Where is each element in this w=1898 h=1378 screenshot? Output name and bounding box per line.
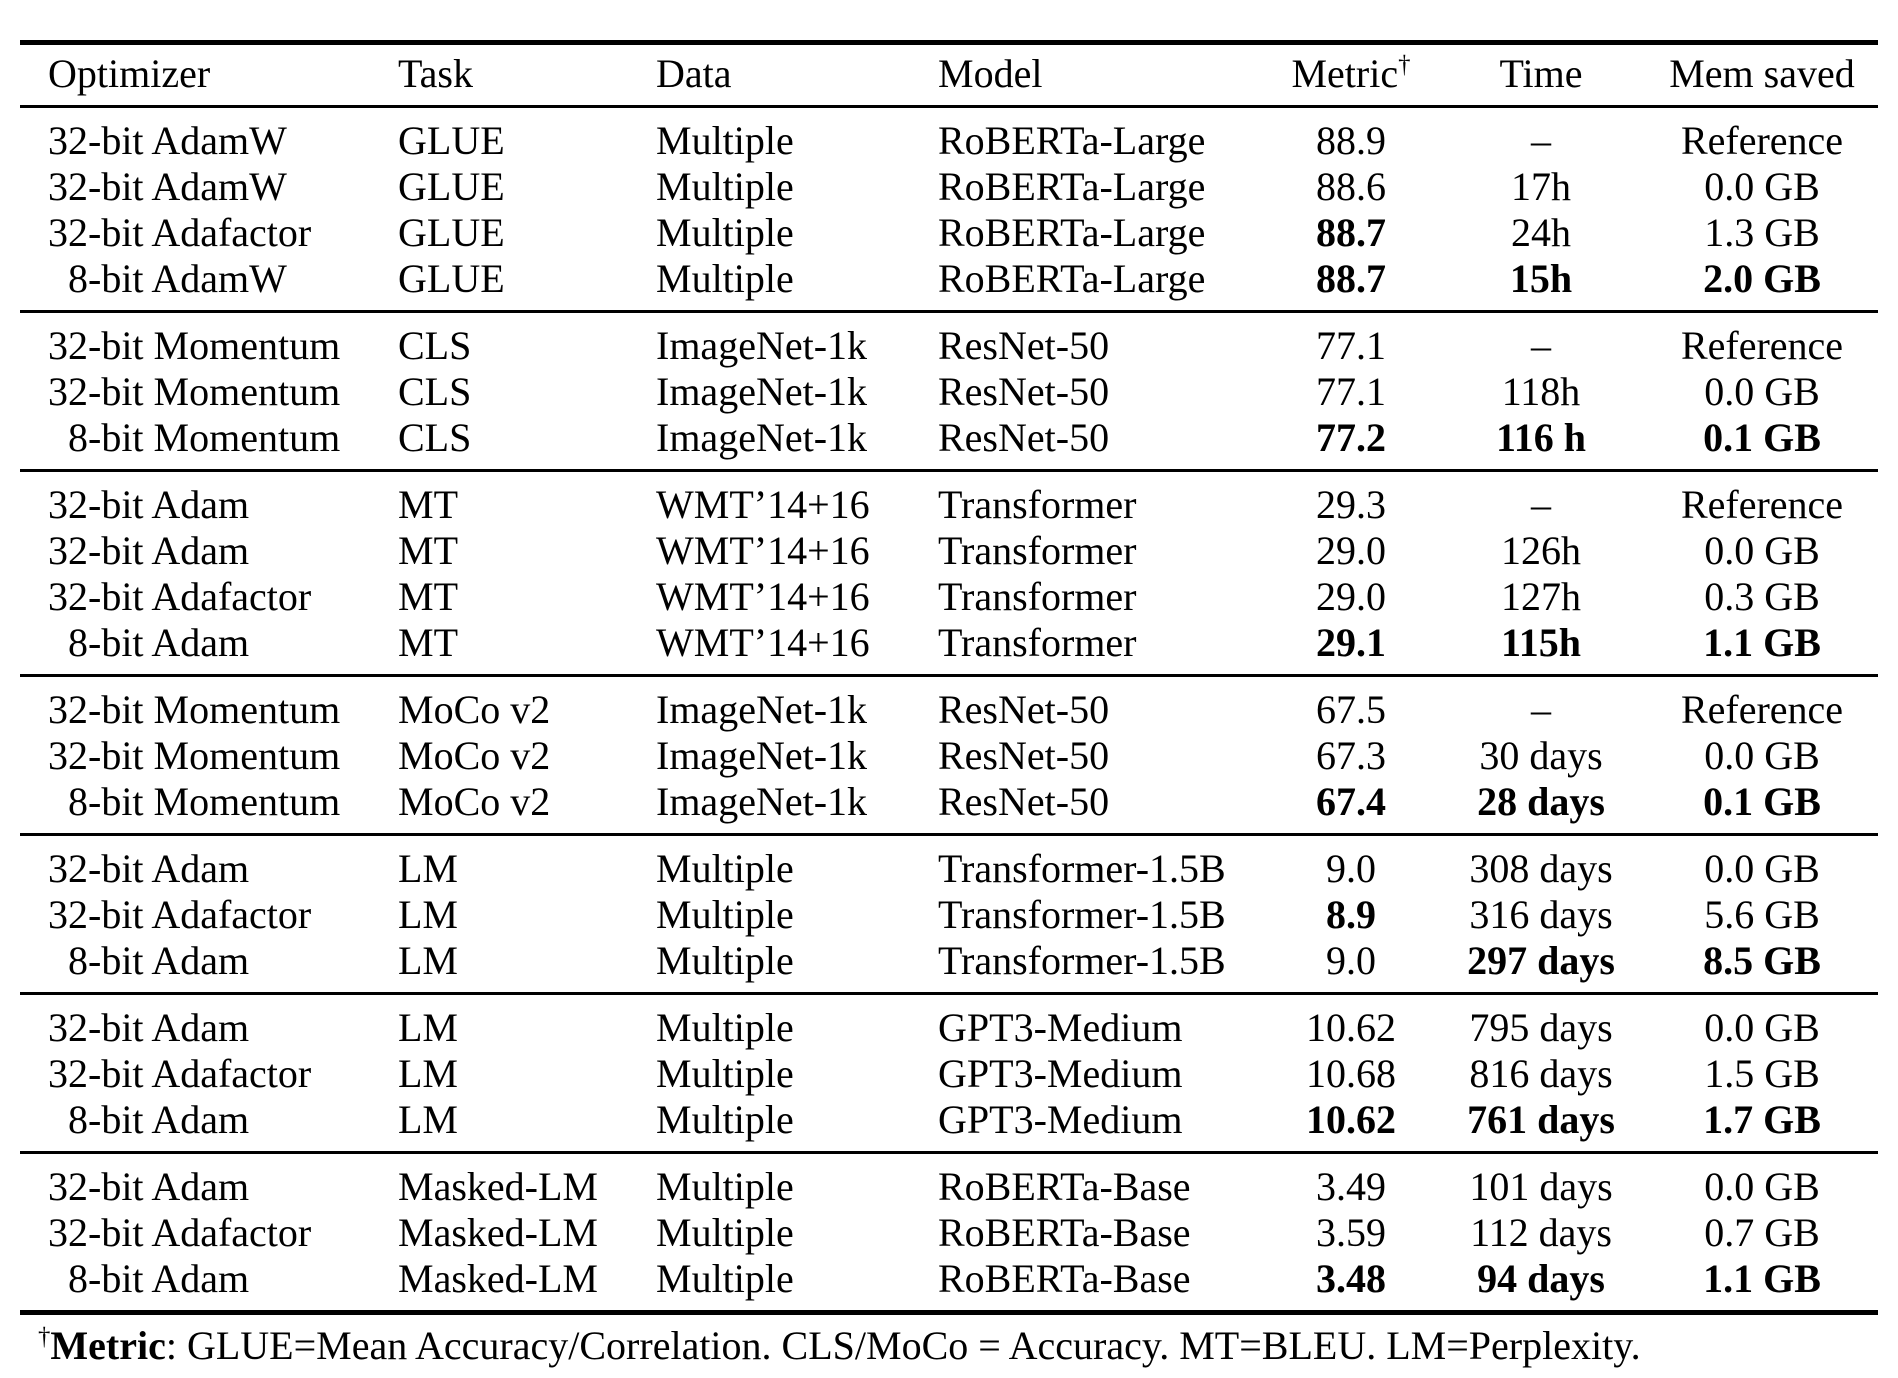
cell-metric: 3.49	[1316, 1164, 1386, 1209]
cell-optimizer: 32-bit Momentum	[48, 687, 341, 732]
cell-metric: 77.1	[1316, 369, 1386, 414]
cell-task: MT	[398, 482, 458, 527]
cell-mem-saved: 0.0 GB	[1704, 846, 1820, 891]
cell-data: ImageNet-1k	[656, 369, 868, 414]
cell-metric: 67.4	[1316, 779, 1386, 824]
header-row	[20, 43, 1878, 107]
cell-task: Masked-LM	[398, 1210, 598, 1255]
table-row	[20, 312, 1878, 370]
cell-metric: 29.1	[1316, 620, 1386, 665]
cell-time: 28 days	[1477, 779, 1605, 824]
cell-time: –	[1531, 687, 1551, 732]
cell-time: 94 days	[1477, 1256, 1605, 1301]
table-group	[20, 994, 1878, 1153]
footnote-text: : GLUE=Mean Accuracy/Correlation. CLS/MoCo = Accuracy. MT=BLEU. LM=Perplexity.	[165, 1323, 1641, 1368]
cell-model: Transformer	[938, 528, 1137, 573]
cell-optimizer: 32-bit Adafactor	[48, 574, 312, 619]
cell-task: LM	[398, 846, 458, 891]
cell-model: RoBERTa-Large	[938, 164, 1206, 209]
table-row	[20, 938, 1878, 994]
cell-data: Multiple	[656, 846, 794, 891]
cell-data: Multiple	[656, 1256, 794, 1301]
cell-time: 112 days	[1470, 1210, 1612, 1255]
cell-optimizer: 32-bit Adam	[48, 528, 250, 573]
cell-task: GLUE	[398, 164, 505, 209]
cell-data: Multiple	[656, 1005, 794, 1050]
cell-mem-saved: 0.0 GB	[1704, 528, 1820, 573]
cell-optimizer: 32-bit Adafactor	[48, 210, 312, 255]
table-row	[20, 369, 1878, 415]
cell-data: Multiple	[656, 1051, 794, 1096]
table-row	[20, 415, 1878, 471]
cell-optimizer: 32-bit AdamW	[48, 118, 287, 163]
cell-task: CLS	[398, 323, 472, 368]
cell-model: ResNet-50	[938, 733, 1110, 778]
cell-task: Masked-LM	[398, 1164, 598, 1209]
table-row	[20, 1210, 1878, 1256]
cell-time: –	[1531, 323, 1551, 368]
column-header-time: Time	[1436, 43, 1646, 107]
table-row	[20, 892, 1878, 938]
cell-model: Transformer-1.5B	[938, 892, 1226, 937]
cell-time: 24h	[1511, 210, 1571, 255]
cell-model: RoBERTa-Base	[938, 1210, 1191, 1255]
cell-task: Masked-LM	[398, 1256, 598, 1301]
cell-metric: 29.0	[1316, 574, 1386, 619]
cell-model: Transformer	[938, 620, 1137, 665]
cell-time: 761 days	[1467, 1097, 1615, 1142]
cell-data: Multiple	[656, 164, 794, 209]
cell-task: MoCo v2	[398, 779, 551, 824]
table-row	[20, 256, 1878, 312]
table-row	[20, 620, 1878, 676]
table-row	[20, 1153, 1878, 1211]
cell-task: MoCo v2	[398, 733, 551, 778]
cell-model: ResNet-50	[938, 323, 1110, 368]
cell-model: RoBERTa-Base	[938, 1256, 1191, 1301]
cell-optimizer: 8-bit Adam	[68, 1256, 250, 1301]
table-row	[20, 1256, 1878, 1313]
dagger-superscript: †	[1398, 51, 1411, 79]
column-header-model: Model	[910, 43, 1266, 107]
table-group	[20, 107, 1878, 312]
cell-data: Multiple	[656, 1164, 794, 1209]
cell-optimizer: 32-bit Adam	[48, 482, 250, 527]
cell-time: –	[1531, 118, 1551, 163]
cell-task: MoCo v2	[398, 687, 551, 732]
cell-data: ImageNet-1k	[656, 415, 868, 460]
cell-time: 118h	[1501, 369, 1581, 414]
cell-mem-saved: Reference	[1680, 482, 1844, 527]
cell-data: ImageNet-1k	[656, 323, 868, 368]
cell-optimizer: 32-bit AdamW	[48, 164, 287, 209]
cell-task: LM	[398, 1005, 458, 1050]
cell-optimizer: 8-bit Momentum	[68, 415, 341, 460]
cell-optimizer: 32-bit Adafactor	[48, 1210, 312, 1255]
cell-data: WMT’14+16	[656, 574, 870, 619]
column-header-data: Data	[628, 43, 910, 107]
cell-model: GPT3-Medium	[938, 1005, 1183, 1050]
cell-time: –	[1531, 482, 1551, 527]
table-row	[20, 210, 1878, 256]
table-row	[20, 676, 1878, 734]
footnote-label: Metric	[50, 1323, 166, 1368]
table-row	[20, 1097, 1878, 1153]
cell-time: 115h	[1500, 620, 1582, 665]
cell-mem-saved: Reference	[1680, 323, 1844, 368]
cell-task: MT	[398, 620, 458, 665]
cell-metric: 9.0	[1326, 846, 1376, 891]
cell-mem-saved: 0.1 GB	[1703, 415, 1821, 460]
cell-optimizer: 8-bit AdamW	[68, 256, 287, 301]
table-row	[20, 835, 1878, 893]
cell-data: Multiple	[656, 256, 794, 301]
cell-metric: 77.2	[1316, 415, 1386, 460]
cell-metric: 10.62	[1306, 1005, 1396, 1050]
cell-task: LM	[398, 1097, 458, 1142]
cell-time: 127h	[1501, 574, 1581, 619]
cell-mem-saved: 5.6 GB	[1704, 892, 1820, 937]
cell-metric: 67.3	[1316, 733, 1386, 778]
cell-model: Transformer-1.5B	[938, 846, 1226, 891]
footnote-dagger-icon: †	[38, 1323, 51, 1351]
table-footnote	[38, 1323, 1878, 1369]
cell-metric: 3.48	[1316, 1256, 1386, 1301]
cell-metric: 8.9	[1326, 892, 1376, 937]
cell-time: 30 days	[1479, 733, 1603, 778]
table-group	[20, 835, 1878, 994]
cell-time: 126h	[1501, 528, 1581, 573]
cell-data: ImageNet-1k	[656, 687, 868, 732]
cell-task: GLUE	[398, 118, 505, 163]
table-row	[20, 733, 1878, 779]
cell-mem-saved: 8.5 GB	[1703, 938, 1821, 983]
cell-model: ResNet-50	[938, 415, 1110, 460]
cell-optimizer: 32-bit Adam	[48, 846, 250, 891]
cell-time: 116 h	[1495, 415, 1587, 460]
cell-optimizer: 32-bit Adafactor	[48, 1051, 312, 1096]
table-group	[20, 471, 1878, 676]
cell-metric: 67.5	[1316, 687, 1386, 732]
cell-model: RoBERTa-Large	[938, 210, 1206, 255]
cell-mem-saved: 1.1 GB	[1703, 1256, 1821, 1301]
table-group	[20, 312, 1878, 471]
cell-metric: 88.9	[1316, 118, 1386, 163]
cell-model: ResNet-50	[938, 369, 1110, 414]
cell-metric: 3.59	[1316, 1210, 1386, 1255]
cell-metric: 9.0	[1326, 938, 1376, 983]
cell-task: MT	[398, 528, 458, 573]
cell-data: Multiple	[656, 1210, 794, 1255]
cell-optimizer: 32-bit Adafactor	[48, 892, 312, 937]
cell-data: WMT’14+16	[656, 528, 870, 573]
cell-model: ResNet-50	[938, 779, 1110, 824]
cell-optimizer: 8-bit Adam	[68, 620, 250, 665]
cell-time: 101 days	[1469, 1164, 1613, 1209]
cell-mem-saved: 2.0 GB	[1703, 256, 1821, 301]
cell-mem-saved: 1.7 GB	[1703, 1097, 1821, 1142]
cell-task: LM	[398, 1051, 458, 1096]
cell-metric: 88.7	[1316, 210, 1386, 255]
cell-model: ResNet-50	[938, 687, 1110, 732]
cell-model: Transformer	[938, 482, 1137, 527]
cell-metric: 77.1	[1316, 323, 1386, 368]
table-row	[20, 528, 1878, 574]
cell-mem-saved: 1.3 GB	[1704, 210, 1820, 255]
table-row	[20, 994, 1878, 1052]
table-row	[20, 1051, 1878, 1097]
table-row	[20, 779, 1878, 835]
cell-optimizer: 32-bit Momentum	[48, 733, 341, 778]
table-group	[20, 1153, 1878, 1313]
cell-task: CLS	[398, 369, 472, 414]
cell-time: 17h	[1511, 164, 1571, 209]
cell-metric: 29.3	[1316, 482, 1386, 527]
cell-mem-saved: Reference	[1680, 118, 1844, 163]
cell-model: RoBERTa-Large	[938, 256, 1206, 301]
cell-task: CLS	[398, 415, 472, 460]
cell-data: Multiple	[656, 938, 794, 983]
cell-mem-saved: 1.1 GB	[1703, 620, 1821, 665]
cell-optimizer: 8-bit Adam	[68, 938, 250, 983]
cell-time: 297 days	[1467, 938, 1615, 983]
cell-task: GLUE	[398, 210, 505, 255]
cell-metric: 88.7	[1316, 256, 1386, 301]
cell-time: 316 days	[1469, 892, 1613, 937]
cell-mem-saved: 0.0 GB	[1704, 1164, 1820, 1209]
table-row	[20, 164, 1878, 210]
metric-header-label: Metric	[1291, 51, 1399, 96]
cell-data: WMT’14+16	[656, 620, 870, 665]
cell-metric: 88.6	[1316, 164, 1386, 209]
table-row	[20, 471, 1878, 529]
cell-optimizer: 32-bit Adam	[48, 1005, 250, 1050]
cell-data: Multiple	[656, 892, 794, 937]
cell-model: Transformer	[938, 574, 1137, 619]
cell-mem-saved: Reference	[1680, 687, 1844, 732]
results-table	[20, 40, 1878, 1315]
cell-mem-saved: 1.5 GB	[1704, 1051, 1820, 1096]
column-header-optimizer: Optimizer	[20, 43, 370, 107]
column-header-task: Task	[370, 43, 628, 107]
cell-task: LM	[398, 892, 458, 937]
cell-metric: 10.68	[1306, 1051, 1396, 1096]
cell-metric: 29.0	[1316, 528, 1386, 573]
cell-model: RoBERTa-Large	[938, 118, 1206, 163]
cell-optimizer: 32-bit Adam	[48, 1164, 250, 1209]
cell-task: GLUE	[398, 256, 505, 301]
cell-model: Transformer-1.5B	[938, 938, 1226, 983]
cell-metric: 10.62	[1306, 1097, 1396, 1142]
cell-mem-saved: 0.0 GB	[1704, 369, 1820, 414]
cell-mem-saved: 0.0 GB	[1704, 1005, 1820, 1050]
cell-time: 15h	[1509, 256, 1573, 301]
cell-mem-saved: 0.0 GB	[1704, 164, 1820, 209]
cell-time: 308 days	[1469, 846, 1613, 891]
cell-time: 816 days	[1469, 1051, 1613, 1096]
cell-model: GPT3-Medium	[938, 1097, 1183, 1142]
cell-data: ImageNet-1k	[656, 733, 868, 778]
cell-task: LM	[398, 938, 458, 983]
table-header	[20, 43, 1878, 107]
cell-data: ImageNet-1k	[656, 779, 868, 824]
cell-model: RoBERTa-Base	[938, 1164, 1191, 1209]
cell-data: Multiple	[656, 118, 794, 163]
table-group	[20, 676, 1878, 835]
cell-optimizer: 8-bit Momentum	[68, 779, 341, 824]
cell-model: GPT3-Medium	[938, 1051, 1183, 1096]
column-header-metric	[1266, 43, 1436, 107]
table-row	[20, 107, 1878, 165]
column-header-mem-saved: Mem saved	[1646, 43, 1878, 107]
cell-data: Multiple	[656, 210, 794, 255]
cell-optimizer: 8-bit Adam	[68, 1097, 250, 1142]
cell-mem-saved: 0.7 GB	[1704, 1210, 1820, 1255]
cell-mem-saved: 0.1 GB	[1703, 779, 1821, 824]
cell-mem-saved: 0.0 GB	[1704, 733, 1820, 778]
cell-data: Multiple	[656, 1097, 794, 1142]
cell-task: MT	[398, 574, 458, 619]
table-row	[20, 574, 1878, 620]
cell-optimizer: 32-bit Momentum	[48, 369, 341, 414]
cell-data: WMT’14+16	[656, 482, 870, 527]
cell-optimizer: 32-bit Momentum	[48, 323, 341, 368]
cell-mem-saved: 0.3 GB	[1704, 574, 1820, 619]
cell-time: 795 days	[1469, 1005, 1613, 1050]
